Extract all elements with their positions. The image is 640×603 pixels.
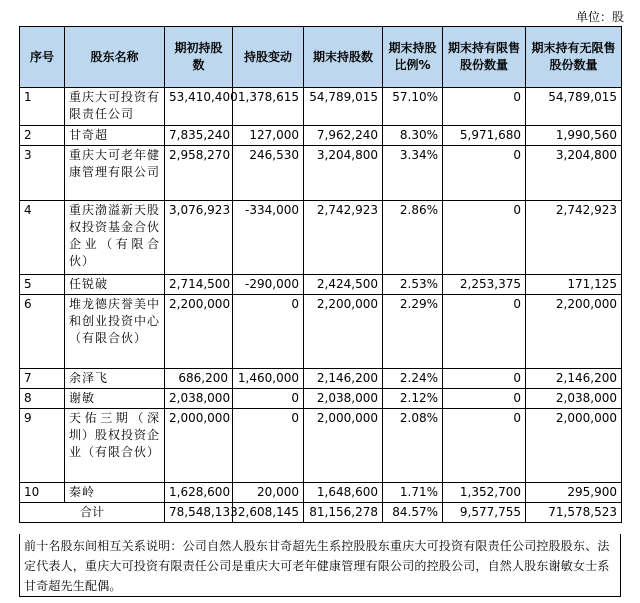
unit-label: 单位：股: [575, 10, 624, 24]
cell-begin: 2,200,000: [165, 295, 233, 369]
cell-restricted: 0: [443, 146, 526, 201]
header-unrestricted: 期末持有无限售股份数量: [526, 27, 622, 88]
cell-end: 2,146,200: [304, 369, 383, 389]
cell-unrestricted: 295,900: [526, 483, 622, 503]
cell-begin: 686,200: [165, 369, 233, 389]
cell-begin: 1,628,600: [165, 483, 233, 503]
cell-shareholder-name: 天佑三期（深圳）股权投资企业（有限合伙）: [65, 409, 165, 483]
table-row: [20, 146, 622, 201]
cell-restricted: 0: [443, 409, 526, 483]
cell-seq: 9: [20, 409, 65, 483]
cell-change: 0: [233, 409, 304, 483]
cell-restricted: 0: [443, 88, 526, 126]
cell-ratio: 2.29%: [383, 295, 443, 369]
total-unrestricted: 71,578,523: [526, 503, 622, 523]
cell-seq: 10: [20, 483, 65, 503]
header-end: 期末持股数: [304, 27, 383, 88]
cell-restricted: 5,971,680: [443, 126, 526, 146]
cell-shareholder-name: 重庆大可投资有限责任公司: [65, 88, 165, 126]
cell-end: 2,742,923: [304, 201, 383, 275]
cell-change: 127,000: [233, 126, 304, 146]
table-row: [20, 88, 622, 126]
cell-change: 1,378,615: [233, 88, 304, 126]
cell-seq: 1: [20, 88, 65, 126]
cell-begin: 53,410,400: [165, 88, 233, 126]
cell-ratio: 2.53%: [383, 275, 443, 295]
cell-ratio: 2.12%: [383, 389, 443, 409]
cell-begin: 7,835,240: [165, 126, 233, 146]
table-row: [20, 275, 622, 295]
table-row: [20, 369, 622, 389]
cell-begin: 2,714,500: [165, 275, 233, 295]
cell-shareholder-name: 甘奇超: [65, 126, 165, 146]
cell-end: 1,648,600: [304, 483, 383, 503]
cell-unrestricted: 1,990,560: [526, 126, 622, 146]
cell-shareholder-name: 重庆大可老年健康管理有限公司: [65, 146, 165, 201]
cell-shareholder-name: 谢敏: [65, 389, 165, 409]
cell-unrestricted: 2,742,923: [526, 201, 622, 275]
cell-ratio: 8.30%: [383, 126, 443, 146]
header-change: 持股变动: [233, 27, 304, 88]
cell-ratio: 1.71%: [383, 483, 443, 503]
cell-seq: 2: [20, 126, 65, 146]
cell-end: 2,200,000: [304, 295, 383, 369]
cell-unrestricted: 2,038,000: [526, 389, 622, 409]
cell-restricted: 0: [443, 369, 526, 389]
table-row: [20, 409, 622, 483]
table-body: [20, 88, 622, 503]
cell-end: 7,962,240: [304, 126, 383, 146]
cell-change: 0: [233, 389, 304, 409]
cell-ratio: 2.24%: [383, 369, 443, 389]
cell-ratio: 2.08%: [383, 409, 443, 483]
cell-restricted: 2,253,375: [443, 275, 526, 295]
cell-begin: 2,958,270: [165, 146, 233, 201]
cell-unrestricted: 54,789,015: [526, 88, 622, 126]
cell-shareholder-name: 秦岭: [65, 483, 165, 503]
cell-shareholder-name: 余泽飞: [65, 369, 165, 389]
table-row: [20, 295, 622, 369]
cell-shareholder-name: 重庆渤溢新天股权投资基金合伙企业（有限合伙）: [65, 201, 165, 275]
cell-end: 3,204,800: [304, 146, 383, 201]
total-begin: 78,548,133: [165, 503, 233, 523]
cell-end: 2,000,000: [304, 409, 383, 483]
table-row: [20, 201, 622, 275]
relationship-note: 前十名股东间相互关系说明：公司自然人股东甘奇超先生系控股股东重庆大可投资有限责任公司控股股东、法定代表人，重庆大可投资有限责任公司是重庆大可老年健康管理有限公司的控股公司，自然人股东谢敏女士系甘奇超先生配偶。: [19, 534, 621, 597]
cell-begin: 3,076,923: [165, 201, 233, 275]
cell-ratio: 57.10%: [383, 88, 443, 126]
cell-seq: 8: [20, 389, 65, 409]
cell-change: 1,460,000: [233, 369, 304, 389]
table-row: [20, 126, 622, 146]
cell-end: 54,789,015: [304, 88, 383, 126]
top-ten-shareholders-table: [19, 26, 622, 523]
header-restricted: 期末持有限售股份数量: [443, 27, 526, 88]
cell-ratio: 2.86%: [383, 201, 443, 275]
cell-change: 246,530: [233, 146, 304, 201]
cell-restricted: 0: [443, 201, 526, 275]
cell-end: 2,424,500: [304, 275, 383, 295]
cell-unrestricted: 2,200,000: [526, 295, 622, 369]
cell-change: -334,000: [233, 201, 304, 275]
table-row: [20, 389, 622, 409]
cell-restricted: 0: [443, 389, 526, 409]
total-change: 2,608,145: [233, 503, 304, 523]
cell-change: 0: [233, 295, 304, 369]
header-begin: 期初持股数: [165, 27, 233, 88]
cell-change: -290,000: [233, 275, 304, 295]
total-label: 合计: [20, 503, 165, 523]
header-name: 股东名称: [65, 27, 165, 88]
cell-seq: 7: [20, 369, 65, 389]
cell-restricted: 0: [443, 295, 526, 369]
cell-unrestricted: 171,125: [526, 275, 622, 295]
total-ratio: 84.57%: [383, 503, 443, 523]
cell-change: 20,000: [233, 483, 304, 503]
total-restricted: 9,577,755: [443, 503, 526, 523]
cell-seq: 4: [20, 201, 65, 275]
cell-unrestricted: 2,146,200: [526, 369, 622, 389]
header-ratio: 期末持股比例%: [383, 27, 443, 88]
total-row: [20, 503, 622, 523]
cell-restricted: 1,352,700: [443, 483, 526, 503]
cell-shareholder-name: 任锐破: [65, 275, 165, 295]
cell-shareholder-name: 堆龙德庆誉美中和创业投资中心（有限合伙）: [65, 295, 165, 369]
total-end: 81,156,278: [304, 503, 383, 523]
cell-end: 2,038,000: [304, 389, 383, 409]
cell-unrestricted: 3,204,800: [526, 146, 622, 201]
cell-unrestricted: 2,000,000: [526, 409, 622, 483]
cell-seq: 6: [20, 295, 65, 369]
cell-begin: 2,038,000: [165, 389, 233, 409]
table-row: [20, 483, 622, 503]
cell-ratio: 3.34%: [383, 146, 443, 201]
header-row: [20, 27, 622, 88]
cell-begin: 2,000,000: [165, 409, 233, 483]
header-seq: 序号: [20, 27, 65, 88]
cell-seq: 5: [20, 275, 65, 295]
cell-seq: 3: [20, 146, 65, 201]
